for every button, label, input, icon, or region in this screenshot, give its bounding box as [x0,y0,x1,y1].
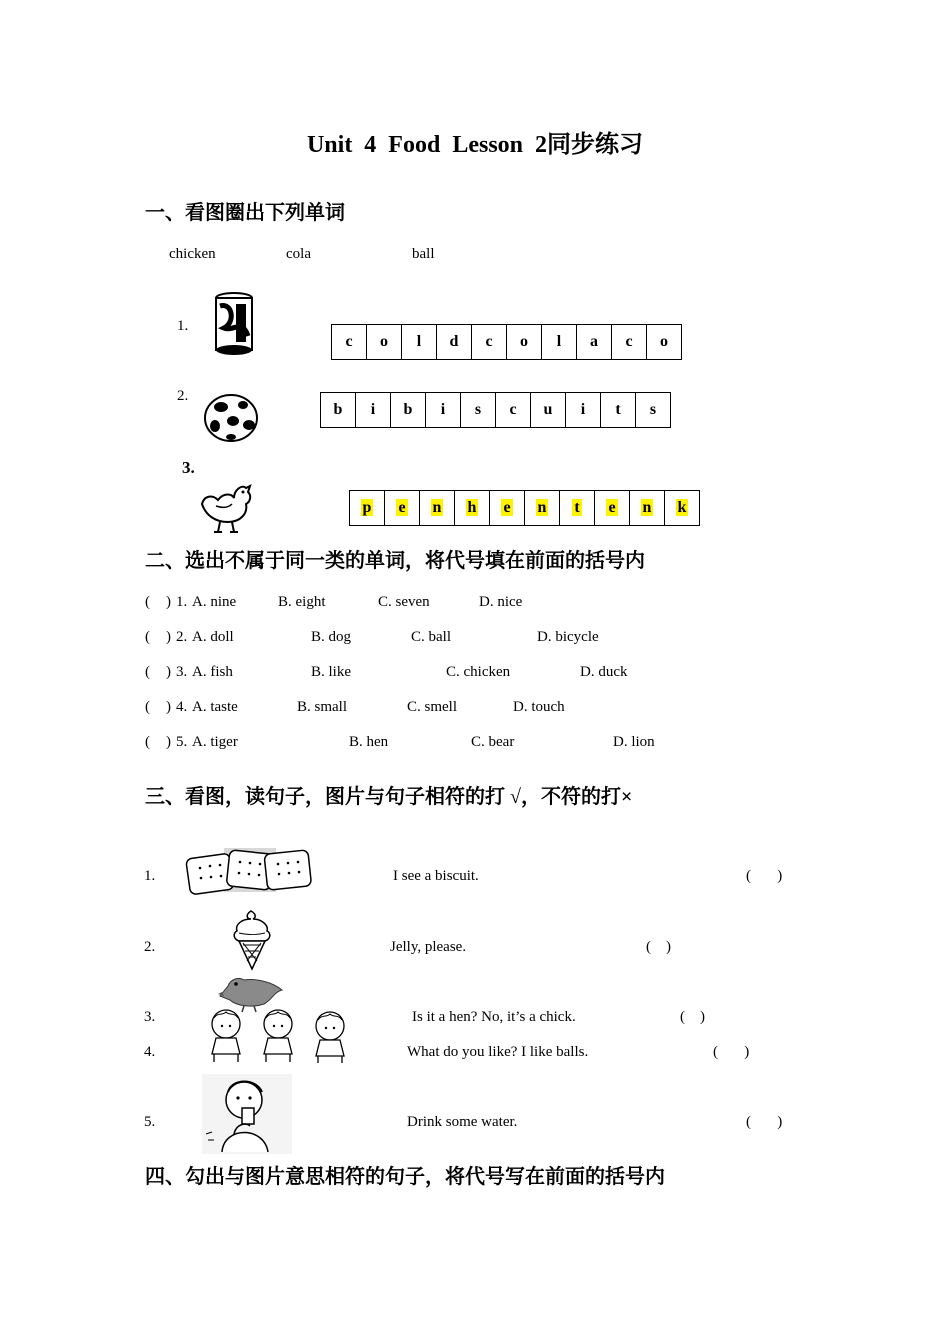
grid-cell[interactable]: o [647,325,682,360]
grid-cell[interactable]: i [566,393,601,428]
word-cola: cola [286,246,311,262]
item5-num: 5. [144,1114,156,1130]
option-a: A. tiger [192,734,238,750]
item4-answer-box[interactable]: ( ) [713,1044,750,1060]
item1-sentence: I see a biscuit. [393,868,479,884]
grid-cell[interactable] [630,491,665,526]
option-c: C. smell [407,699,458,715]
item5-answer-box[interactable]: ( ) [746,1114,783,1130]
grid-cell[interactable]: o [507,325,542,360]
ball-icon [203,393,259,443]
option-b: B. eight [278,594,326,610]
grid-cell[interactable] [455,491,490,526]
row3-num: 3. [182,458,195,477]
grid-cell[interactable]: t [601,393,636,428]
question-number: 5. [176,734,188,750]
chick-icon [216,972,286,1012]
item3-sentence: Is it a hen? No, it’s a chick. [412,1009,576,1025]
answer-bracket-open[interactable]: ( [145,664,150,680]
option-c: C. seven [378,594,430,610]
option-b: B. like [311,664,351,680]
option-d: D. duck [580,664,628,680]
grid-cell[interactable]: c [496,393,531,428]
grid-cell[interactable] [385,491,420,526]
item5-sentence: Drink some water. [407,1114,518,1130]
question-number: 2. [176,629,188,645]
grid-cell[interactable] [420,491,455,526]
highlighted-letter: n [642,499,652,516]
word-chicken: chicken [169,246,216,262]
word-ball: ball [412,246,435,262]
section4-heading: 四、勾出与图片意思相符的句子，将代号写在前面的括号内 [145,1166,665,1188]
item2-sentence: Jelly, please. [390,939,467,955]
letter-grid-3 [349,490,700,526]
answer-bracket-open[interactable]: ( [145,699,150,715]
highlighted-letter: e [503,499,511,516]
item1-num: 1. [144,868,156,884]
option-a: A. fish [192,664,233,680]
highlighted-letter: n [537,499,547,516]
question-number: 3. [176,664,188,680]
answer-bracket-close: ) [166,734,171,750]
option-d: D. bicycle [537,629,599,645]
answer-bracket-close: ) [166,629,171,645]
answer-bracket-open[interactable]: ( [145,594,150,610]
ice-cream-icon [231,909,273,971]
grid-cell[interactable]: i [426,393,461,428]
option-d: D. touch [513,699,565,715]
answer-bracket-close: ) [166,664,171,680]
answer-bracket-open[interactable]: ( [145,734,150,750]
grid-cell[interactable] [595,491,630,526]
answer-bracket-close: ) [166,699,171,715]
child-drinking-icon [202,1074,292,1154]
option-c: C. ball [411,629,451,645]
item1-answer-box[interactable]: ( ) [746,868,783,884]
option-b: B. hen [349,734,389,750]
section1-heading: 一、看图圈出下列单词 [145,202,345,224]
grid-cell[interactable] [560,491,595,526]
grid-cell[interactable]: u [531,393,566,428]
page-title: Unit 4 Food Lesson 2同步练习 [306,132,644,158]
option-c: C. bear [471,734,515,750]
option-b: B. small [297,699,348,715]
option-a: A. nine [192,594,237,610]
answer-bracket-close: ) [166,594,171,610]
grid-cell[interactable]: d [437,325,472,360]
item3-answer-box[interactable]: ( ) [680,1009,705,1025]
row2-num: 2. [177,388,189,404]
grid-cell[interactable] [350,491,385,526]
option-d: D. lion [613,734,655,750]
item4-sentence: What do you like? I like balls. [407,1044,589,1060]
section2-heading: 二、选出不属于同一类的单词，将代号填在前面的括号内 [145,550,645,572]
question-number: 1. [176,594,188,610]
option-b: B. dog [311,629,352,645]
letter-grid-1 [331,324,682,360]
grid-cell[interactable]: c [472,325,507,360]
item2-num: 2. [144,939,156,955]
grid-cell[interactable] [665,491,700,526]
row1-num: 1. [177,318,189,334]
option-a: A. taste [192,699,238,715]
item3-num: 3. [144,1009,156,1025]
option-d: D. nice [479,594,523,610]
grid-cell[interactable]: o [367,325,402,360]
highlighted-letter: e [608,499,616,516]
grid-cell[interactable]: l [542,325,577,360]
grid-cell[interactable]: a [577,325,612,360]
option-c: C. chicken [446,664,511,680]
section3-heading: 三、看图，读句子，图片与句子相符的打 √，不符的打× [145,786,633,808]
highlighted-letter: n [432,499,442,516]
dolls-icon [200,1008,356,1064]
grid-cell[interactable]: c [332,325,367,360]
grid-cell[interactable]: i [356,393,391,428]
item4-num: 4. [144,1044,156,1060]
highlighted-letter: t [574,499,580,516]
grid-cell[interactable] [490,491,525,526]
grid-cell[interactable]: b [391,393,426,428]
highlighted-letter: k [677,499,687,516]
highlighted-letter: h [467,499,477,516]
grid-cell[interactable]: s [636,393,671,428]
highlighted-letter: e [398,499,406,516]
grid-cell[interactable]: c [612,325,647,360]
answer-bracket-open[interactable]: ( [145,629,150,645]
grid-cell[interactable]: b [321,393,356,428]
grid-cell[interactable]: s [461,393,496,428]
highlighted-letter: p [362,499,372,516]
grid-cell[interactable] [525,491,560,526]
item2-answer-box[interactable]: ( ) [646,939,671,955]
biscuits-icon [186,846,314,898]
cola-can-icon [212,292,256,356]
option-a: A. doll [192,629,234,645]
chicken-icon [198,478,256,536]
letter-grid-2 [320,392,671,428]
question-number: 4. [176,699,188,715]
grid-cell[interactable]: l [402,325,437,360]
